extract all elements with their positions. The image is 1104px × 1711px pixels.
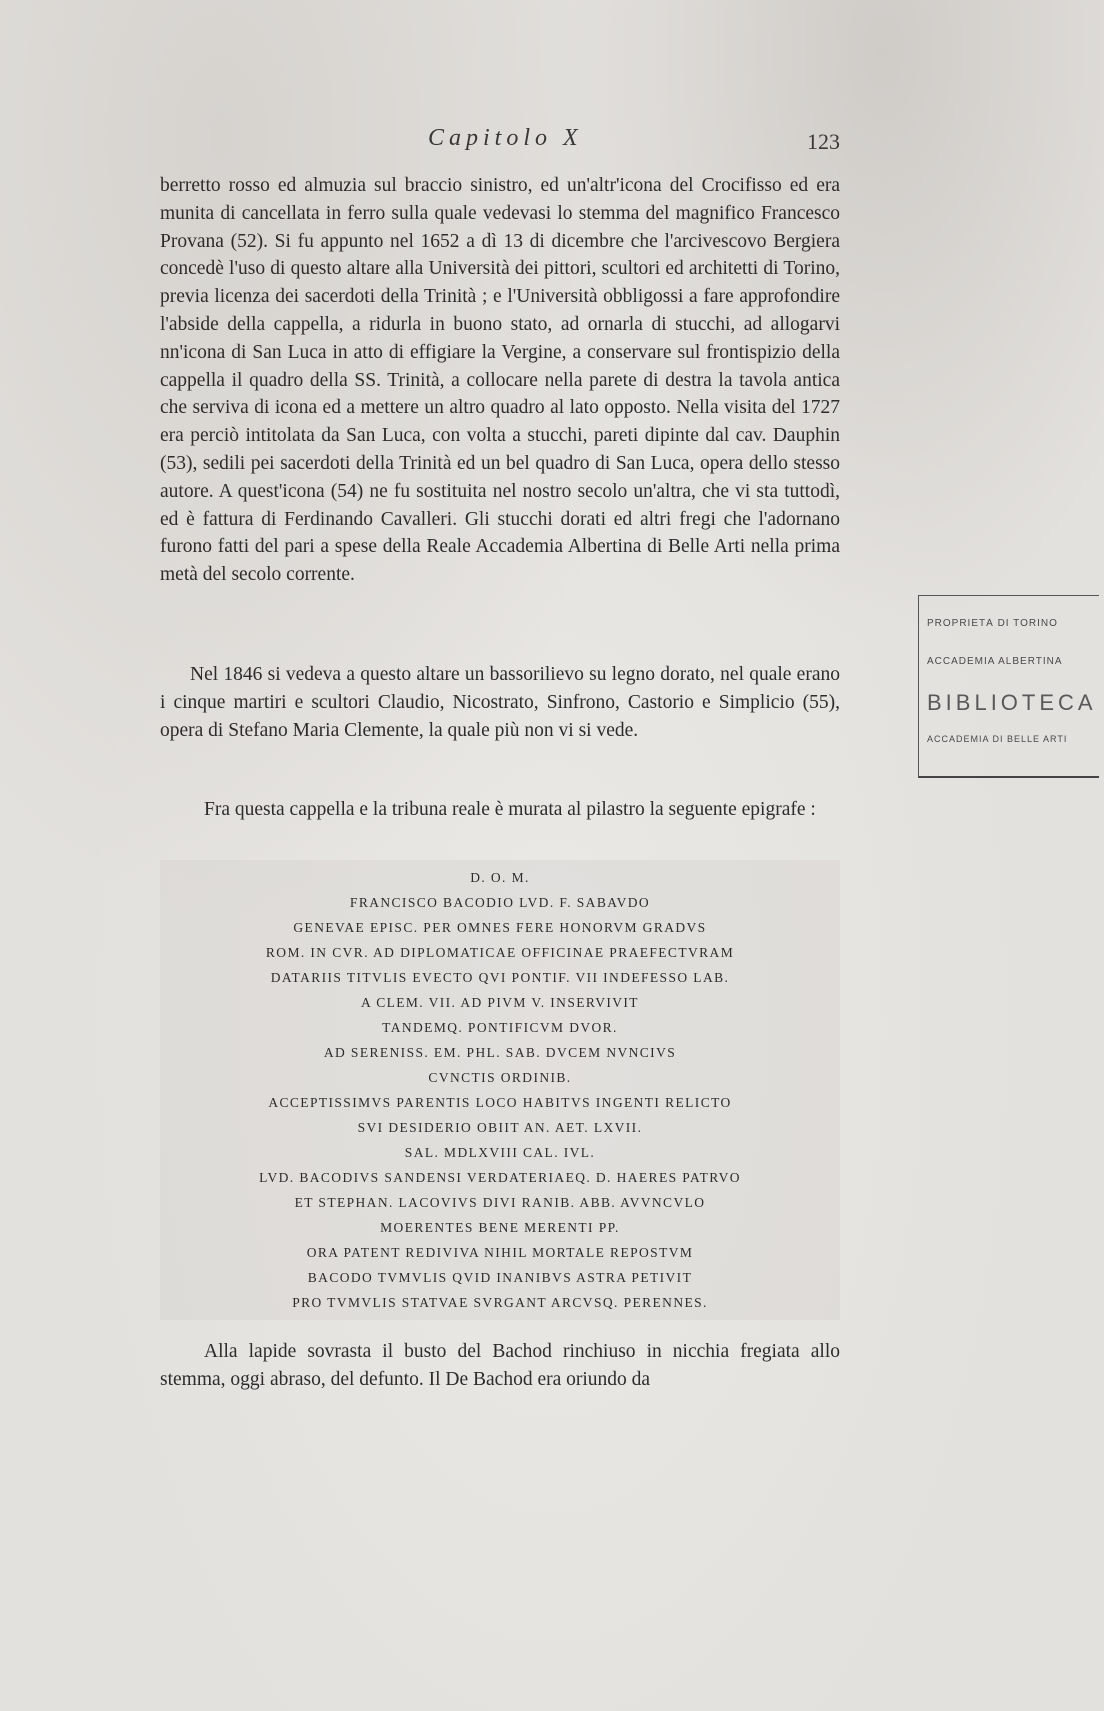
epitaph-line: AD SERENISS. EM. PHL. SAB. DVCEM NVNCIVS [323, 1045, 677, 1060]
stamp-text: PROPRIETÀ DI TORINO [927, 618, 1058, 629]
body-paragraph: Nel 1846 si vedeva a questo altare un bassorilievo su legno dorato, nel quale erano i cinque martiri e scultori Claudio, Nicostrato, Sinfrono, Castorio e Simplicio (55), opera di Stefano Maria Clemente, la quale più non vi si vede. [160, 664, 840, 741]
epitaph-line: GENEVAE EPISC. PER OMNES FERE HONORVM GRADVS [293, 920, 707, 935]
stamp-text: BIBLIOTECA [927, 690, 1097, 715]
epitaph-line: TANDEMQ. PONTIFICVM DVOR. [382, 1020, 618, 1035]
epitaph-line: ROM. IN CVR. AD DIPLOMATICAE OFFICINAE PRAEFECTVRAM [265, 945, 735, 960]
page-number: 123 [807, 129, 840, 154]
body-paragraph: berretto rosso ed almuzia sul braccio sinistro, ed un'altr'icona del Crocifisso ed era munita di cancellata in ferro sulla quale vedevasi lo stemma del magnifico Francesco Provana (52). Si fu appunto nel 1652 a dì 13 di dicembre che l'arcivescovo Bergiera concedè l'uso di questo altare alla Università dei pittori, scultori ed architetti di Torino, previa licenza dei sacerdoti della Trinità ; e l'Università obbligossi a fare approfondire l'abside della cappella, a ridurla in buono stato, ad ornarla di stucchi, ad allogarvi nn'icona di San Luca in atto di effigiare la Vergine, a conservare sul frontispizio della cappella il quadro della SS. Trinità, a collocare nella parete di destra la tavola antica che serviva di icona ed a mettere un altro quadro al lato opposto. Nella visita del 1727 era perciò intitolata da San Luca, con volta a stucchi, pareti dipinte dal cav. Dauphin (53), sedili pei sacerdoti della Trinità ed un bel quadro di San Luca, opera dello stesso autore. A quest'icona (54) ne fu sostituita nel nostro secolo un'altra, che vi sta tuttodì, ed è fattura di Ferdinando Cavalleri. Gli stucchi dorati ed altri fregi che l'adornano furono fatti del pari a spese della Reale Accademia Albertina di Belle Arti nella prima metà del secolo corrente. [160, 175, 840, 586]
epitaph-line: BACODO TVMVLIS QVID INANIBVS ASTRA PETIVIT [307, 1270, 693, 1285]
body-paragraph: Alla lapide sovrasta il busto del Bachod rinchiuso in nicchia fregiata allo stemma, oggi abraso, del defunto. Il De Bachod era oriundo da [160, 1341, 840, 1390]
stamp-text: ACCADEMIA DI BELLE ARTI [927, 734, 1068, 744]
epitaph-line: SVI DESIDERIO OBIIT AN. AET. LXVII. [357, 1120, 643, 1135]
epitaph-line: ACCEPTISSIMVS PARENTIS LOCO HABITVS INGENTI RELICTO [268, 1095, 732, 1110]
epitaph-line: A CLEM. VII. AD PIVM V. INSERVIVIT [361, 995, 639, 1010]
epitaph-line: PRO TVMVLIS STATVAE SVRGANT ARCVSQ. PERENNES. [292, 1295, 708, 1310]
epitaph-line: SAL. MDLXVIII CAL. IVL. [404, 1145, 596, 1160]
running-title: Capitolo X [428, 125, 583, 151]
stamp-text: ACCADEMIA ALBERTINA [927, 656, 1063, 667]
library-stamp [918, 595, 1099, 778]
epitaph-line: CVNCTIS ORDINIB. [428, 1070, 572, 1085]
epitaph-inscription [160, 860, 840, 1320]
epitaph-line: MOERENTES BENE MERENTI PP. [380, 1220, 620, 1235]
body-paragraph: Fra questa cappella e la tribuna reale è murata al pilastro la seguente epigrafe : [204, 799, 816, 820]
epitaph-line: ORA PATENT REDIVIVA NIHIL MORTALE REPOSTVM [306, 1245, 694, 1260]
epitaph-line: D. O. M. [470, 870, 530, 885]
page-header [160, 125, 840, 161]
epitaph-line: LVD. BACODIVS SANDENSI VERDATERIAEQ. D. HAERES PATRVO [259, 1170, 741, 1185]
epitaph-line: ET STEPHAN. LACOVIVS DIVI RANIB. ABB. AVVNCVLO [294, 1195, 706, 1210]
epitaph-line: FRANCISCO BACODIO LVD. F. SABAVDO [349, 895, 651, 910]
epitaph-line: DATARIIS TITVLIS EVECTO QVI PONTIF. VII INDEFESSO LAB. [270, 970, 730, 985]
